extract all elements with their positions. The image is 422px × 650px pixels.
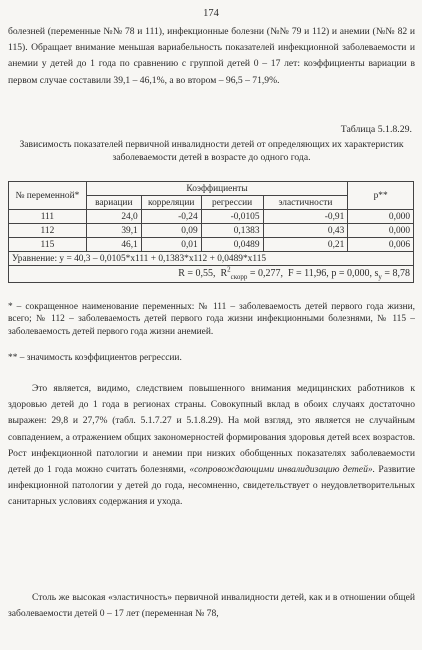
stat-p: p = 0,000,	[331, 268, 372, 279]
stat-f: F = 11,96,	[287, 268, 329, 279]
paragraph-discussion	[8, 381, 415, 511]
cell-p: 0,000	[348, 224, 414, 238]
page-number: 174	[203, 8, 219, 19]
stat-sy: = 8,78	[384, 268, 410, 279]
header-variation: вариации	[86, 196, 141, 210]
stat-r2: = 0,277,	[249, 268, 283, 279]
cell-num: 115	[9, 238, 87, 252]
stat-r2-sup: 2	[227, 265, 231, 274]
cell-p: 0,006	[348, 238, 414, 252]
paragraph-discussion-italic: «сопровождающими инвалидизацию детей».	[189, 464, 376, 476]
paragraph-discussion-part2: Развитие инфекционной патологии у детей до года, несомненно, свидетельствует о неудовлетворительных санитарных условиях содержания и ухода.	[8, 464, 415, 508]
header-variable-number: № переменной*	[9, 182, 87, 210]
table-caption: Зависимость показателей первичной инвалидности детей от определяющих их характеристик заболеваемости детей в возрасте до одного года.	[19, 139, 404, 163]
paragraph-elasticity	[8, 590, 415, 622]
regression-statistics	[9, 266, 414, 283]
stat-r2-prefix: R	[220, 268, 228, 279]
footnote-variables: * – сокращенное наименование переменных: № 111 – заболеваемость детей первого года жизни, всего; № 112 – заболеваемость детей первого года жизни инфекционными болезнями, № 115 – заболеваемость детей первого года жизни анемией.	[8, 302, 415, 337]
cell-elasticity: 0,21	[263, 238, 348, 252]
stat-r: R = 0,55,	[178, 268, 216, 279]
footnote-significance: ** – значимость коэффициентов регрессии.	[8, 353, 182, 363]
paragraph-intro: болезней (переменные №№ 78 и 111), инфекционные болезни (№№ 79 и 112) и анемии (№№ 82 и 115). Обращает внимание меньшая вариабельность показателей инфекционной заболеваемости и анемии у детей до 1 года по сравнению с группой детей 0 – 17 лет: коэффициенты вариации в первом случае составили 39,1 – 46,1%, а во втором – 96,5 – 71,9%.	[8, 26, 415, 86]
cell-regression: 0,0489	[201, 238, 263, 252]
table-row	[9, 224, 414, 238]
cell-correlation: -0,24	[141, 210, 201, 224]
cell-regression: -0,0105	[201, 210, 263, 224]
stat-sy-sub: y	[378, 273, 382, 281]
cell-elasticity: -0,91	[263, 210, 348, 224]
header-regression: регрессии	[201, 196, 263, 210]
cell-regression: 0,1383	[201, 224, 263, 238]
table-header-row	[9, 182, 414, 196]
cell-correlation: 0,01	[141, 238, 201, 252]
header-coefficients: Коэффициенты	[86, 182, 347, 196]
table-title: Таблица 5.1.8.29.	[340, 124, 412, 135]
paragraph-discussion-part1: Это является, видимо, следствием повышенного внимания медицинских работников к здоровью детей до 1 года в регионах страны. Совокупный вклад в обоих случаях достаточно выражен: 29,8 и 27,7% (табл. 5.1.7.27 и 5.1.8.29). На мой взгляд, это является не случайным совпадением, а отражением общих закономерностей формирования здоровья детей всех возрастов. Рост инфекционной патологии и анемии при низких обобщенных показателях заболеваемости детей до 1 года можно считать болезнями,	[8, 383, 415, 476]
cell-correlation: 0,09	[141, 224, 201, 238]
cell-variation: 24,0	[86, 210, 141, 224]
table-row	[9, 210, 414, 224]
stats-row	[9, 266, 414, 283]
cell-variation: 46,1	[86, 238, 141, 252]
cell-variation: 39,1	[86, 224, 141, 238]
header-correlation: корреляции	[141, 196, 201, 210]
cell-elasticity: 0,43	[263, 224, 348, 238]
paragraph-elasticity-text: Столь же высокая «эластичность» первичной инвалидности детей, как и в отношении общей заболеваемости детей 0 – 17 лет (переменная № 78,	[8, 592, 415, 620]
header-elasticity: эластичности	[263, 196, 348, 210]
stat-sy-prefix: s	[374, 268, 379, 279]
header-p: р**	[348, 182, 414, 210]
cell-num: 111	[9, 210, 87, 224]
table-row	[9, 238, 414, 252]
cell-p: 0,000	[348, 210, 414, 224]
stat-r2-sub: скорр	[230, 273, 248, 281]
coefficients-table	[8, 181, 414, 283]
equation-row	[9, 252, 414, 266]
regression-equation: Уравнение: y = 40,3 – 0,0105*x111 + 0,1383*x112 + 0,0489*x115	[9, 252, 414, 266]
cell-num: 112	[9, 224, 87, 238]
